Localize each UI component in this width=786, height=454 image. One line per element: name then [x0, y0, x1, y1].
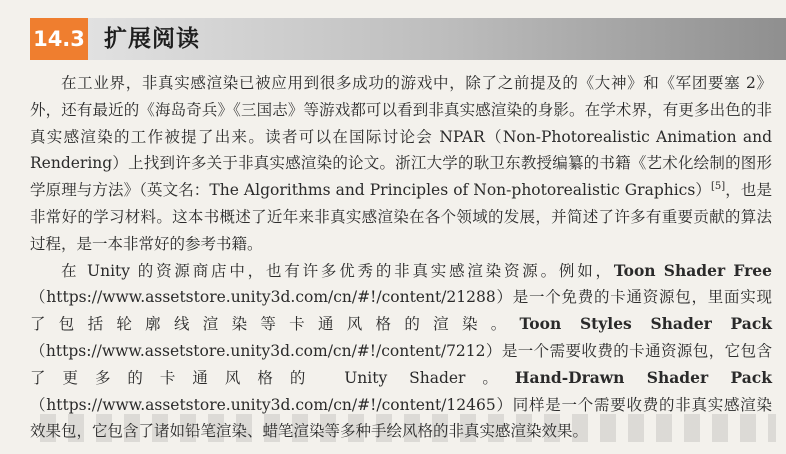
- asset-name-hand-drawn-shader-pack: Hand-Drawn Shader Pack: [514, 367, 772, 387]
- citation-marker: [5]: [711, 181, 726, 193]
- paragraph-industry-overview: [30, 70, 772, 258]
- asset-description: （https://www.assetstore.unity3d.com/cn/#!/content/12465）同样是一个需要收费的非真实感渲染效果包，它包含了诸如铅笔渲染、蜡笔渲染等多种手绘风格的非真实感渲染效果。: [30, 395, 772, 441]
- section-body: [30, 70, 772, 445]
- paragraph-text: 在工业界，非真实感渲染已被应用到很多成功的游戏中，除了之前提及的《大神》和《军团要塞 2》外，还有最近的《海岛奇兵》《三国志》等游戏都可以看到非真实感渲染的身影。在学术界，有更多出色的非真实感渲染的工作被提了出来。读者可以在国际讨论会 NPAR（Non-Photorealistic Animation and Rendering）上找到许多关于非真实感渲染的论文。浙江大学的耿卫东教授编纂的书籍《艺术化绘制的图形学原理与方法》（英文名：The Algorithms and Principles of Non-photorealistic Graphics）: [30, 74, 772, 200]
- section-title: 扩展阅读: [104, 26, 200, 52]
- asset-description: （https://www.assetstore.unity3d.com/cn/#!/content/21288）是一个免费的卡通资源包，里面实现了包括轮廓线渲染等卡通风格的渲染。: [30, 288, 772, 334]
- paragraph-text: 在 Unity 的资源商店中，也有许多优秀的非真实感渲染资源。例如，: [61, 261, 614, 280]
- section-number-badge: 14.3: [30, 18, 88, 60]
- asset-name-toon-styles-shader-pack: Toon Styles Shader Pack: [519, 314, 772, 334]
- paragraph-text: ，也是非常好的学习材料。这本书概述了近年来非真实感渲染在各个领域的发展，并简述了许多有重要贡献的算法过程，是一本非常好的参考书籍。: [30, 181, 772, 253]
- asset-description: （https://www.assetstore.unity3d.com/cn/#!/content/7212）是一个需要收费的卡通资源包，它包含了更多的卡通风格的 Unity Shader。: [30, 341, 772, 387]
- asset-name-toon-shader-free: Toon Shader Free: [613, 260, 772, 280]
- page-bleed-through: [40, 414, 776, 442]
